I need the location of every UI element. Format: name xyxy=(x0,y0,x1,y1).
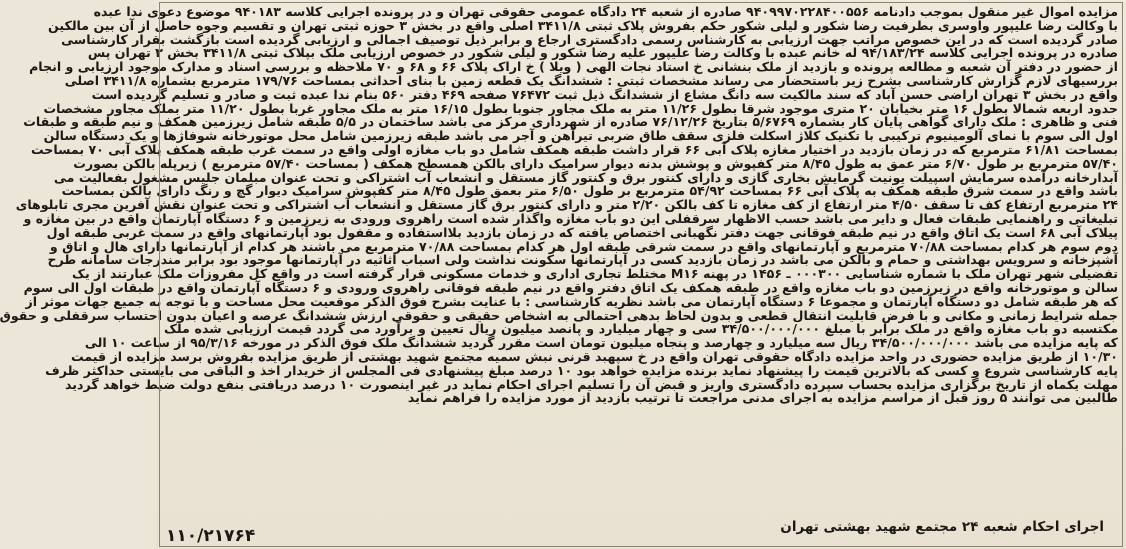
notice-line: دوم سوم هر کدام بمساحت ۷۰/۸۸ مترمربع و آپارتمانهای واقع در سمت شرقی طبقه اول هر کدام بمساحت ۷۰/۸۸ مترمربع می باشند هر کدام از آپارتمانها دارای هال و اتاق و xyxy=(49,238,1118,254)
notice-line: تفضیلی شهر تهران ملک با شماره شناسایی ۰۰۰۳۰۰ ـ ۱۴۵۶ در پهنه M۱۶ مختلط تجاری اداری و خدمات مسکونی قرار گرفته است در واقع کل مفروزات ملک عبارتند از یک xyxy=(72,266,1118,282)
notice-code: ۱۱۰/۲۱۷۶۴ xyxy=(166,526,256,546)
notice-line: طالبین می توانند ۵ روز قبل از مراسم مزایده به اجرای مدنی مراجعت تا ترتیب بازدید از مورد مزایده را فراهم نماید xyxy=(407,390,1118,406)
notice-line: آبدارخانه درآمده سرمایش اسپیلت یونیت گرمایش بخاری گازی و دارای کنتور برق و کنتور گاز مستقل و انشعاب آب اشتراکی و تحت عنوان مبلمان جلیس مشغول بفعالیت می xyxy=(53,169,1118,185)
notice-line: بمساحت ۶۱/۸۱ مترمربع که در زمان بازدید در اختیار مغازه پلاک آبی ۶۶ قرار داشت طبقه همکف شامل دو باب مغازه اولی واقع در سمت غرب طبقه همکف پلاک آبی ۷۰ بمساحت xyxy=(30,141,1118,157)
issuer-signature: اجرای احکام شعبه ۲۴ مجتمع شهید بهشتی تهران xyxy=(780,519,1104,535)
notice-line: مکتسبه دو باب مغازه واقع در ملک برابر با مبلغ ۳۴/۵۰۰/۰۰۰/۰۰۰ سی و چهار میلیارد و پانصد میلیون ریال تعیین و برآورد می گردد قیمت ارزیابی شده ملک xyxy=(164,321,1119,337)
notice-line: حدود اربعه شمالا بطول ۱۶ متر بخیابان ۲۰ متری موجود شرقا بطول ۱۱/۲۶ متر به ملک مجاور جنوبا بطول ۱۶/۱۵ متر به ملک مجاور غربا بطول ۱۱/۲۰ متر بملک مجاور مشخصات xyxy=(43,100,1118,116)
notice-line: تبلیغاتی و راهنمایی طبقات فعال و دایر می باشد حسب الاظهار سرقفلی این دو باب مغازه واگذار شده است راهروی ورودی به زیرزمین و ۶ دستگاه آپارتمان واقع در بین مغازه و xyxy=(23,210,1118,226)
notice-line: جمله شرایط زمانی و مکانی و با فرض قابلیت انتقال قطعی و بدون لحاظ بدهی احتمالی به اشخاص حقیقی و حقوقی ارزش ششدانگ عرصه و اعیان بدون احتساب سرقفلی و حقوق xyxy=(0,307,1118,323)
notice-footer xyxy=(156,519,1126,549)
notice-line: سالن و موتورخانه واقع در زیرزمین دو باب مغازه واقع در طبقه همکف یک اتاق دفتر واقع در نیم طبقه فوقانی راهروی ورودی و ۶ دستگاه آپارتمان واقع در طبقات اول الی سوم xyxy=(23,279,1118,295)
notice-line: پایه کارشناسی شروع و کسی که بالاترین قیمت را پیشنهاد نماید برنده مزایده خواهد بود ۱۰ درصد مبلغ پیشنهادی فی المجلس از خریدار اخذ و الباقی می بایستی حداکثر ظرف xyxy=(45,362,1118,378)
notice-line: مهلت یکماه از تاریخ برگزاری مزایده بحساب سپرده دادگستری واریز و قبض آن را تسلیم اجرای احکام نماید در غیر اینصورت ۱۰ درصد دریافتی بنفع دولت ضبط خواهد گردید xyxy=(65,376,1118,392)
notice-line: فنی و ظاهری : ملک دارای گواهی پایان کار بشماره ۵/۶۷۶۹ بتاریخ ۷۶/۱۲/۲۶ صادره از شهرداری مرکز می باشد ساختمان در ۵/۵ طبقه شامل زیرزمین همکف و نیم طبقه و طبقات xyxy=(23,114,1118,130)
notice-line: ۱۰/۳۰ از طریق مزایده حضوری در واحد مزایده دادگاه حقوقی تهران واقع در خ سپهبد قرنی نبش سمیه مجتمع شهید بهشتی از طریق مزایده بفروش برسد مزایده از قیمت xyxy=(71,348,1118,364)
notice-line: پیلاک آبی ۶۸ است یک اتاق واقع در نیم طبقه فوقانی جهت دفتر نگهبانی اختصاص یافته که در زمان بازدید بلااستفاده و مقفول بود آپارتمانهای واقع در سمت غربی طبقه اول xyxy=(46,224,1118,240)
notice-line: صادر گردیده است که در این خصوص مراتب جهت ارزیابی به کارشناس رسمی دادگستری ارجاع و برابر ذیل توصیف اجمالی و ارزیابی گردیده است بازگشت بقرار کارشناسی xyxy=(61,31,1118,47)
notice-line: که هر طبقه شامل دو دستگاه آپارتمان و مجموعا ۶ دستگاه آپارتمان می باشد نظریه کارشناسی : با عنایت بشرح فوق الذکر موقعیت محل مساحت و با توجه به جمیع جهات موثر از xyxy=(25,293,1118,309)
notice-line: آشپزخانه و سرویس بهداشتی و حمام و بالکن می باشد در زمان بازدید کسی در آپارتمانها سکونت نداشت ولی اسباب اثاثیه در آپارتمانها موجود بود برابر مندرجات سامانه طرح xyxy=(47,252,1118,268)
notice-line: واقع در بخش ۳ تهران اراضی حسن آباد که سند مالکیت سه دانگ مشاع از ششدانگ ذیل ثبت ۷۶۴۷۲ صفحه ۴۶۹ دفتر ۵۶۰ بنام ندا عبده ثبت و صادر و تسلیم گردیده است xyxy=(91,86,1118,102)
notice-line: ۵۷/۴۰ مترمربع بر طول ۶/۷۰ متر عمق به طول ۸/۴۵ متر کفپوش و پوشش بدنه دیوار سرامیک دارای بالکن همسطح همکف ( بمساحت ۵۷/۴۰ مترمربع ) زیرپله بالکن بصورت xyxy=(73,155,1118,171)
notice-line: اول الی سوم با نمای آلومینیوم ترکیبی با تکنیک کلاژ اسکلت فلزی سقف طاق ضربی تیرآهن و آجر می باشد طبقه زیرزمین شامل محل موتورخانه شوفاژها و یک دستگاه سالن xyxy=(43,128,1118,144)
notice-line: بررسیهای لازم گزارش کارشناسی بشرح زیر باستحضار می رساند مشخصات ثبتی : ششدانگ یک قطعه زمین با بنای احداثی بمساحت ۱۷۹/۷۶ مترمربع بشماره ۳۴۱۱/۸ اصلی xyxy=(64,72,1118,88)
notice-line: با وکالت رضا علیپور واوسری بطرفیت رضا شکور و لیلی شکور حکم بفروش پلاک ثبتی ۳۴۱۱/۸ اصلی واقع در بخش ۳ حوزه ثبتی تهران و تقسیم وجوه حاصل از آن بین مالکین xyxy=(48,17,1118,33)
notice-line: از حضور در دفتر آن شعبه و مطالعه پرونده و بازدید از ملک بنشانی خ استاد نجات الهی ( ویلا ) خ اراک پلاک ۶۶ و ۶۸ و ۷۰ ملاحظه و بررسی اسناد و مدارک موجود ارزیابی و انجام xyxy=(29,59,1118,75)
notice-line: که پایه مزایده می باشد ۳۴/۵۰۰/۰۰۰/۰۰۰ ریال سه میلیارد و چهارصد و پنجاه میلیون تومان است مقرر گردید ششدانگ ملک فوق الذکر در مورخه ۹۵/۳/۱۶ از ساعت ۱۰ الی xyxy=(84,335,1118,351)
notice-line: صادره در پرونده اجرایی کلاسه ۹۴/۱۸۳/۲۴ له خانم عبده با وکالت رضا علیپور علیه رضا شکور و لیلی شکور در خصوص ارزیابی ملک بپلاک ثبتی ۳۴۱۱/۸ بخش ۳ تهران پس xyxy=(87,45,1118,61)
notice-line: ۲۴ مترمربع ارتفاع کف تا سقف ۴/۵۰ متر ارتفاع از کف مغازه تا کف بالکن ۲/۲۰ متر و دارای کنتور برق گاز مستقل و انشعاب آب اشتراکی و تحت عنوان نقش آفرین مجری تابلوهای xyxy=(15,197,1118,213)
notice-line: باشد واقع در سمت شرق طبقه همکف به پلاک آبی ۶۶ بمساحت ۵۴/۹۲ مترمربع بر طول ۶/۵۰ متر بعمق طول ۸/۴۵ متر کفپوش سرامیک دیوار گچ و رنگ دارای بالکن بمساحت xyxy=(61,183,1118,199)
notice-border xyxy=(0,2,1123,547)
notice-line: مزایده اموال غیر منقول بموجب دادنامه ۹۴۰۹۹۷۰۲۲۸۴۰۰۵۵۶ صادره از شعبه ۲۴ دادگاه عمومی حقوقی تهران و در پرونده اجرایی کلاسه ۹۴۰۱۸۳ موضوع دعوی ندا عبده xyxy=(93,4,1118,19)
